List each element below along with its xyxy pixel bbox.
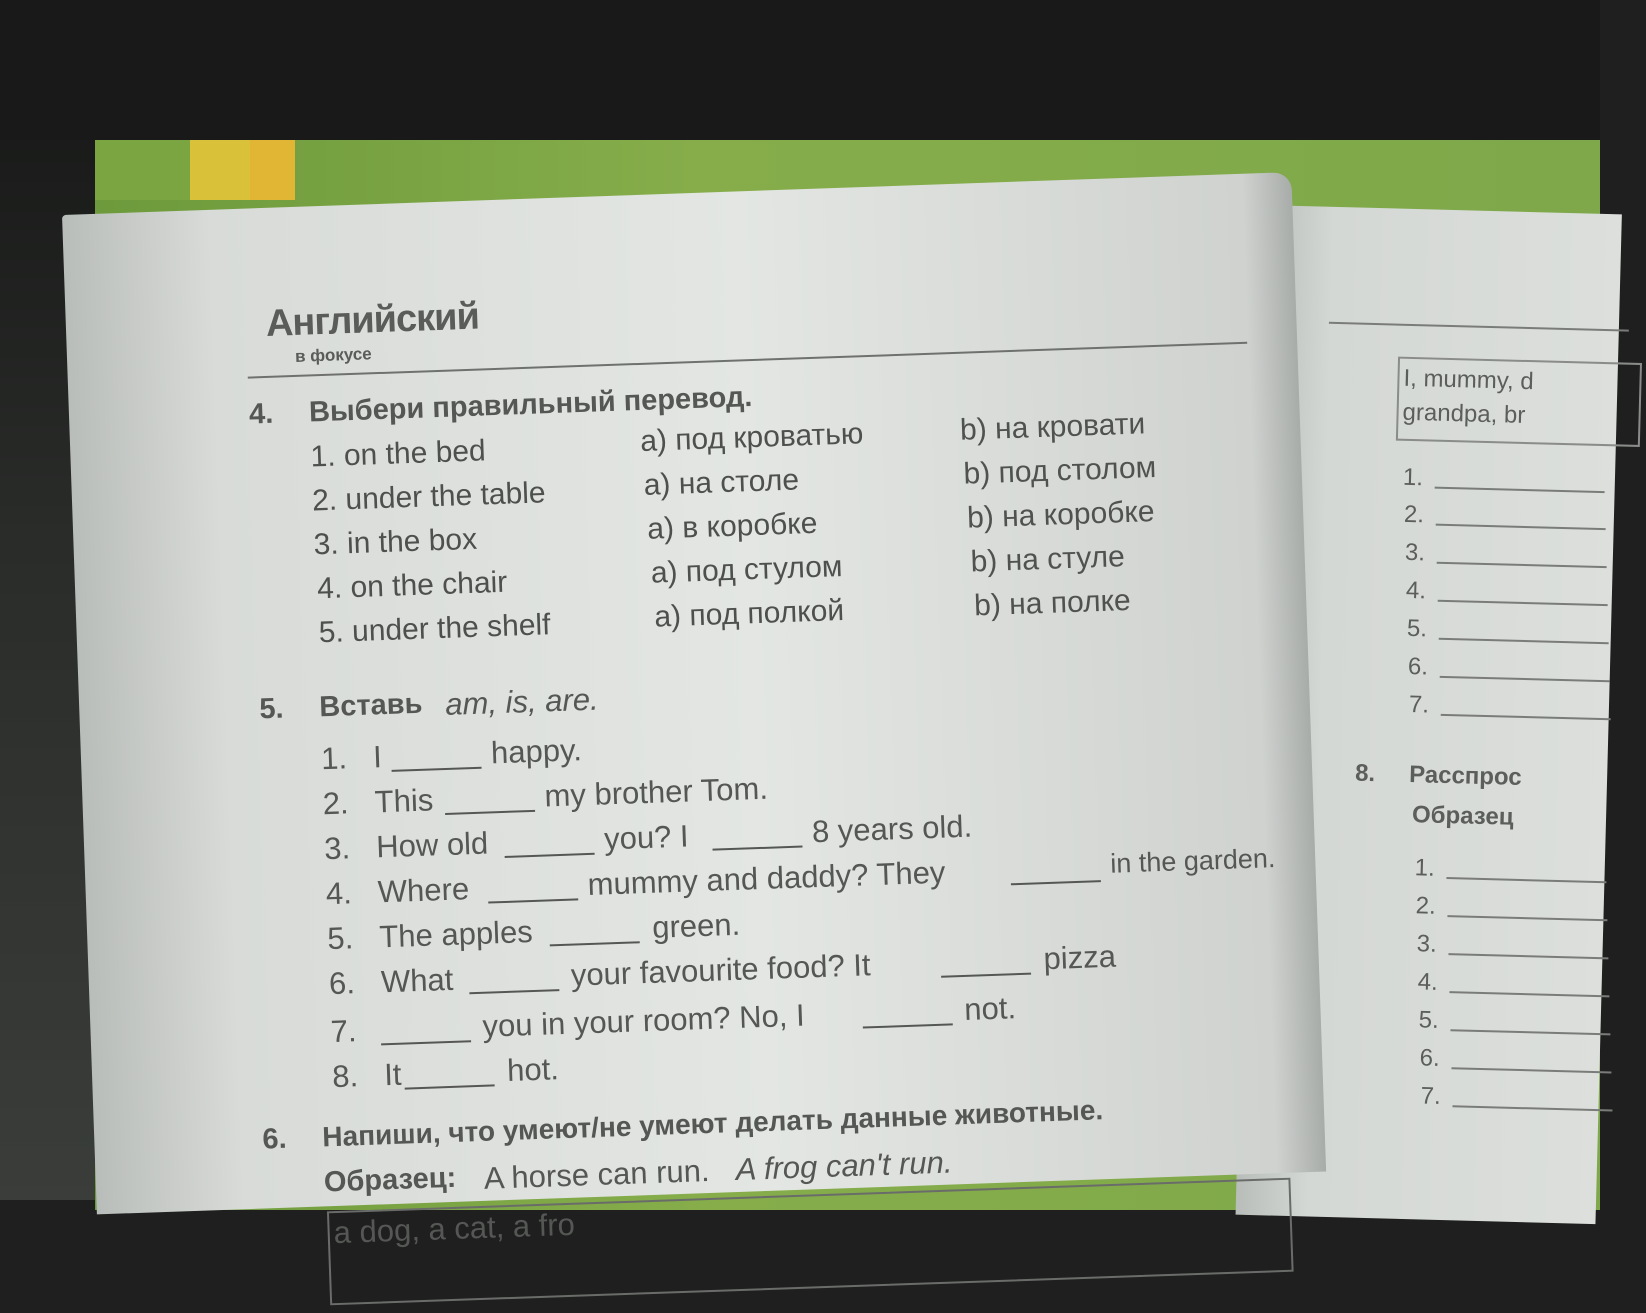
answer-line xyxy=(1437,562,1607,568)
s4-item-4-en: 4. on the chair xyxy=(316,565,508,606)
section-5-words: am, is, are. xyxy=(444,681,600,722)
right-number-4: 4. xyxy=(1405,576,1427,605)
s5-item-5-num: 5. xyxy=(326,920,354,957)
answer-blank xyxy=(444,784,535,815)
answer-line xyxy=(1436,524,1606,530)
s5-item-3-num: 3. xyxy=(323,830,351,867)
word-box-line-2: grandpa, br xyxy=(1402,398,1526,429)
s4-item-1-b: b) на кровати xyxy=(959,407,1146,447)
answer-line xyxy=(1450,1029,1610,1035)
answer-blank xyxy=(549,915,640,946)
header-rule xyxy=(248,342,1247,379)
s5-item-1-num: 1. xyxy=(320,740,348,777)
s4-item-1-en: 1. on the bed xyxy=(310,434,487,474)
s5-item-4-part-1: Where xyxy=(377,871,470,910)
section-6-sample-label: Образец: xyxy=(323,1161,457,1199)
s5-item-4-part-2: mummy and daddy? They xyxy=(587,854,946,903)
answer-line xyxy=(1439,638,1609,644)
answer-blank xyxy=(391,741,482,772)
s5-item-2-num: 2. xyxy=(322,785,350,822)
answer-blank xyxy=(468,963,559,994)
answer-blank xyxy=(504,827,595,858)
right-number-5: 5. xyxy=(1406,614,1428,643)
s5-item-6-part-1: What xyxy=(380,961,454,1000)
s5-item-5-part-2: green. xyxy=(651,906,741,945)
answer-blank xyxy=(404,1058,495,1089)
s5-item-6-part-2: your favourite food? It xyxy=(570,947,872,993)
right-number-2: 2. xyxy=(1403,500,1425,529)
s4-item-5-en: 5. under the shelf xyxy=(318,608,551,650)
answer-line xyxy=(1441,714,1611,720)
section-6-title: Напиши, что умеют/не умеют делать данные животные. xyxy=(321,1094,1104,1153)
s5-item-3-part-2: you? I xyxy=(603,818,690,857)
section-8-number: 8. xyxy=(1354,759,1376,788)
section-6-number: 6. xyxy=(261,1122,288,1156)
s5-item-7-part-3: not. xyxy=(963,990,1017,1027)
logo-title: Английский xyxy=(265,295,480,345)
s4-item-3-en: 3. in the box xyxy=(313,522,478,562)
s4-item-2-a: a) на столе xyxy=(643,463,800,502)
s4-item-2-b: b) под столом xyxy=(963,450,1157,491)
s5-item-4-num: 4. xyxy=(325,875,353,912)
answer-line xyxy=(1448,953,1608,959)
right-number-b2: 2. xyxy=(1415,892,1437,920)
s4-item-5-b: b) на полке xyxy=(973,583,1132,623)
section-5-title: Вставь xyxy=(318,687,423,724)
animals-box-text: a dog, a cat, a fro xyxy=(333,1206,576,1251)
answer-line xyxy=(1451,1067,1611,1073)
cover-stripe-orange xyxy=(250,140,295,200)
answer-line xyxy=(1452,1105,1612,1111)
s5-item-3-part-3: 8 years old. xyxy=(811,808,973,850)
s5-item-2-part-1: This xyxy=(374,782,434,820)
s5-item-6-num: 6. xyxy=(328,965,356,1002)
right-number-b1: 1. xyxy=(1414,854,1436,882)
answer-line xyxy=(1438,600,1608,606)
s5-item-4-part-3: in the garden. xyxy=(1109,843,1276,879)
right-number-7: 7. xyxy=(1408,691,1430,719)
answer-blank xyxy=(487,872,578,903)
answer-blank xyxy=(862,997,953,1028)
right-header-line xyxy=(1329,322,1629,332)
right-number-b6: 6. xyxy=(1419,1044,1441,1072)
s5-item-3-part-1: How old xyxy=(375,825,489,865)
s4-item-3-a: a) в коробке xyxy=(646,506,818,546)
section-4-number: 4. xyxy=(248,397,274,431)
s4-item-4-b: b) на стуле xyxy=(970,540,1126,579)
answer-line xyxy=(1449,991,1609,997)
section-5-number: 5. xyxy=(258,692,285,726)
left-page xyxy=(62,172,1326,1251)
s5-item-8-part-2: hot. xyxy=(506,1051,560,1088)
s5-item-7-num: 7. xyxy=(330,1013,358,1050)
answer-blank xyxy=(380,1014,471,1045)
right-number-6: 6. xyxy=(1407,652,1429,681)
answer-blank xyxy=(712,820,803,851)
s5-item-7-part-2: you in your room? No, I xyxy=(481,997,806,1044)
right-number-1: 1. xyxy=(1402,463,1424,492)
animals-word-box xyxy=(327,1178,1294,1306)
s4-item-5-a: a) под полкой xyxy=(653,593,845,634)
right-number-3: 3. xyxy=(1404,538,1426,567)
section-6-sample-italic: A frog can't run. xyxy=(735,1144,953,1188)
s5-item-8-part-1: It xyxy=(383,1056,403,1093)
cover-stripe-yellow xyxy=(190,140,250,200)
logo-subtitle: в фокусе xyxy=(294,344,373,366)
answer-line xyxy=(1447,915,1607,921)
answer-blank xyxy=(1010,854,1101,885)
s5-item-1-part-2: happy. xyxy=(490,732,583,771)
right-number-b7: 7. xyxy=(1420,1082,1442,1110)
s4-item-4-a: a) под стулом xyxy=(650,549,844,590)
s5-item-1-part-1: I xyxy=(372,739,383,775)
right-number-b4: 4. xyxy=(1417,968,1439,996)
answer-line xyxy=(1435,487,1605,493)
word-box xyxy=(1396,357,1642,447)
section-8-sample: Образец xyxy=(1411,801,1514,831)
s4-item-1-a: a) под кроватью xyxy=(639,417,864,458)
dark-background xyxy=(0,0,1600,140)
s5-item-5-part-1: The apples xyxy=(378,914,534,955)
s5-item-6-part-3: pizza xyxy=(1042,938,1117,977)
section-6-sample-text: A horse can run. xyxy=(483,1152,711,1196)
right-number-b5: 5. xyxy=(1418,1006,1440,1034)
s4-item-2-en: 2. under the table xyxy=(311,476,547,518)
answer-line xyxy=(1446,877,1606,883)
section-4-title: Выбери правильный перевод. xyxy=(308,381,753,429)
cover-stripe-green xyxy=(95,140,190,200)
right-number-b3: 3. xyxy=(1416,930,1438,958)
s4-item-3-b: b) на коробке xyxy=(966,495,1156,535)
s5-item-2-part-2: my brother Tom. xyxy=(543,770,769,814)
answer-blank xyxy=(940,947,1031,978)
answer-line xyxy=(1440,676,1610,682)
word-box-line-1: I, mummy, d xyxy=(1403,364,1535,396)
section-8-title: Расспрос xyxy=(1408,761,1523,791)
s5-item-8-num: 8. xyxy=(331,1058,359,1095)
